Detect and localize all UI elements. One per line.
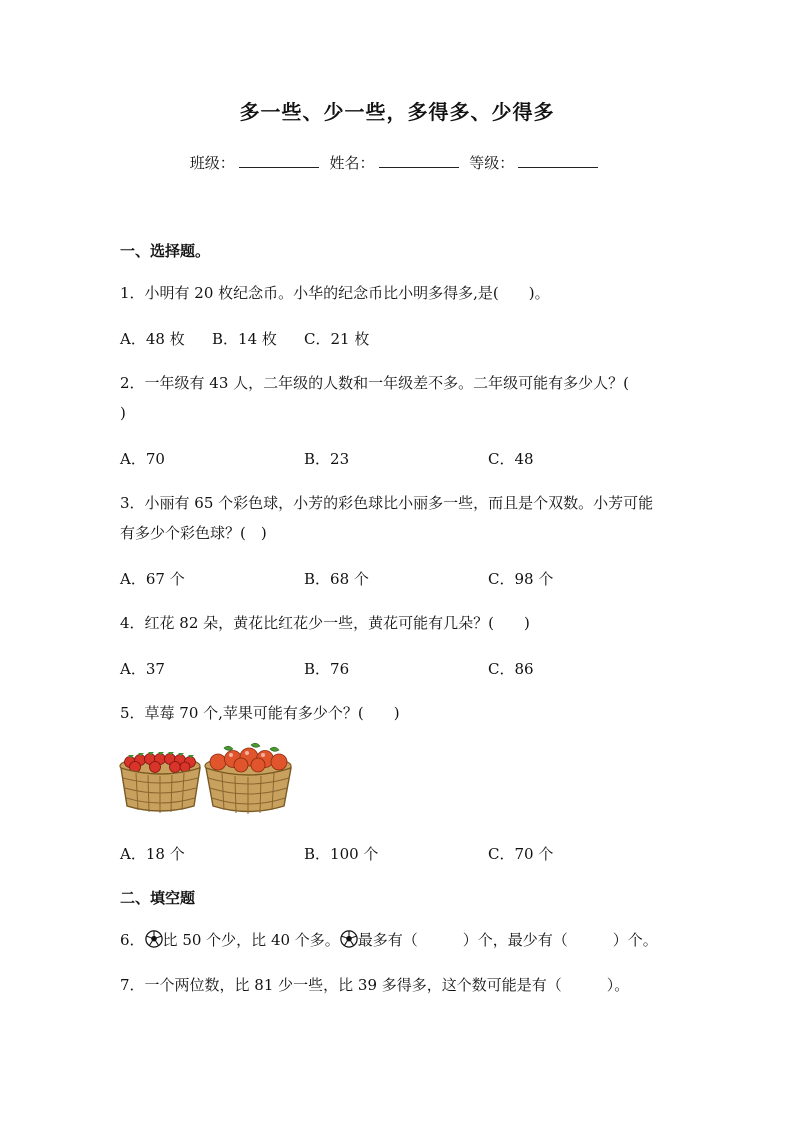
name-label: 姓名： bbox=[329, 154, 375, 172]
question-6 bbox=[120, 925, 680, 955]
option-c[interactable]: C．98 个 bbox=[488, 570, 554, 588]
question-2-options bbox=[120, 448, 534, 469]
section-heading-choice: 一、选择题。 bbox=[120, 242, 211, 260]
question-2-line-1: 2．一年级有 43 人，二年级的人数和一年级差不多。二年级可能有多少人？( bbox=[120, 374, 630, 392]
option-a[interactable]: A．70 bbox=[120, 450, 165, 468]
option-c[interactable]: C．21 枚 bbox=[304, 330, 370, 348]
question-2-line-2: ) bbox=[120, 404, 126, 422]
question-1-options bbox=[120, 328, 369, 349]
question-3-line-2: 有多少个彩色球？( ) bbox=[120, 524, 267, 542]
section-heading-fill: 二、填空题 bbox=[120, 889, 196, 907]
option-c[interactable]: C．48 bbox=[488, 450, 534, 468]
question-5: 5．草莓 70 个,苹果可能有多少个？( ) bbox=[120, 704, 400, 722]
option-b[interactable]: B．76 bbox=[304, 660, 350, 678]
option-a[interactable]: A．18 个 bbox=[120, 845, 185, 863]
grade-label: 等级： bbox=[469, 154, 515, 172]
strawberry-basket bbox=[120, 752, 200, 813]
option-b[interactable]: B．23 bbox=[304, 450, 350, 468]
option-b[interactable]: B．14 枚 bbox=[212, 330, 277, 348]
fruit-baskets-image bbox=[118, 740, 293, 815]
student-info-line bbox=[0, 152, 794, 173]
question-3 bbox=[120, 488, 680, 548]
question-3-line-1: 3．小丽有 65 个彩色球，小芳的彩色球比小丽多一些，而且是个双数。小芳可能 bbox=[120, 494, 654, 512]
name-blank[interactable] bbox=[379, 153, 459, 168]
grade-blank[interactable] bbox=[518, 153, 598, 168]
option-c[interactable]: C．70 个 bbox=[488, 845, 554, 863]
option-b[interactable]: B．68 个 bbox=[304, 570, 369, 588]
soccer-ball-icon bbox=[145, 930, 163, 948]
option-a[interactable]: A．48 枚 bbox=[120, 330, 185, 348]
question-6-prefix: 6． bbox=[120, 931, 145, 949]
option-b[interactable]: B．100 个 bbox=[304, 845, 379, 863]
question-6-middle: 比 50 个少，比 40 个多。 bbox=[162, 931, 340, 949]
question-2 bbox=[120, 368, 680, 428]
option-a[interactable]: A．37 bbox=[120, 660, 165, 678]
class-label: 班级： bbox=[189, 154, 235, 172]
soccer-ball-icon bbox=[340, 930, 358, 948]
class-blank[interactable] bbox=[239, 153, 319, 168]
option-a[interactable]: A．67 个 bbox=[120, 570, 185, 588]
question-4: 4．红花 82 朵，黄花比红花少一些，黄花可能有几朵？( ) bbox=[120, 614, 530, 632]
page-title: 多一些、少一些，多得多、少得多 bbox=[239, 100, 555, 124]
question-3-options bbox=[120, 568, 553, 589]
apple-basket bbox=[205, 743, 291, 814]
question-6-suffix: 最多有（ ）个，最少有（ ）个。 bbox=[357, 931, 658, 949]
question-5-options bbox=[120, 843, 553, 864]
question-1: 1．小明有 20 枚纪念币。小华的纪念币比小明多得多,是( )。 bbox=[120, 284, 550, 302]
question-7: 7．一个两位数，比 81 少一些，比 39 多得多，这个数可能是有（ ）。 bbox=[120, 976, 630, 994]
option-c[interactable]: C．86 bbox=[488, 660, 534, 678]
question-4-options bbox=[120, 658, 534, 679]
